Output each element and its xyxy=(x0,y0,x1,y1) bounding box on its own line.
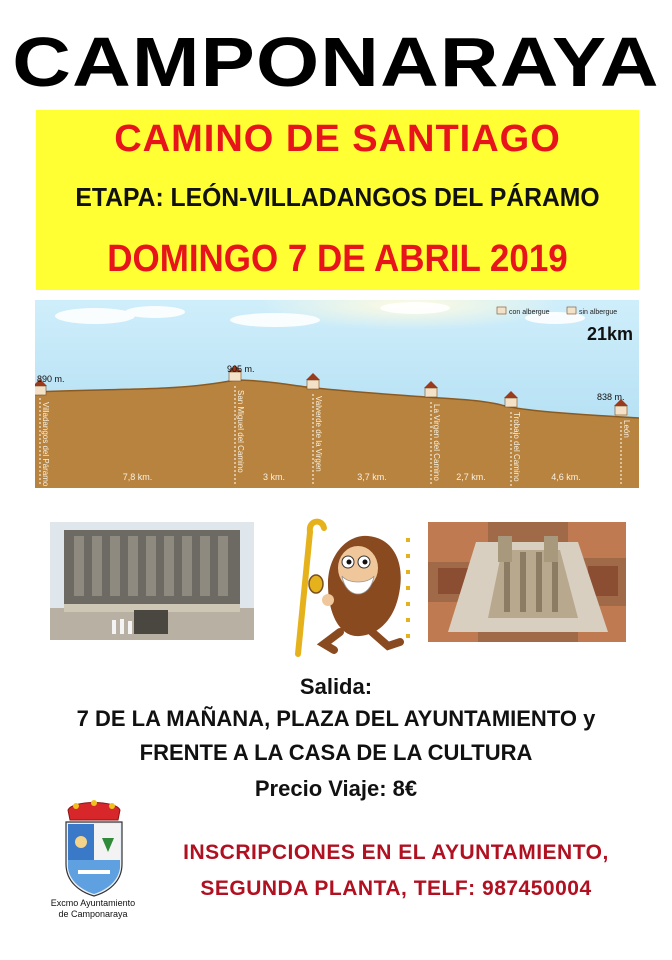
distance-label: 7,8 km. xyxy=(122,472,153,482)
crest-caption xyxy=(38,898,148,920)
event-banner xyxy=(36,110,639,290)
altitude-peak: 905 m. xyxy=(227,364,255,374)
cathedral-aerial-photo xyxy=(428,522,626,642)
main-title: CAMPONARAYA xyxy=(12,23,660,101)
departure-time-place: 7 DE LA MAÑANA, PLAZA DEL AYUNTAMIENTO y xyxy=(76,706,596,731)
banner-camino: CAMINO DE SANTIAGO xyxy=(114,118,561,160)
altitude-end: 838 m. xyxy=(597,392,625,402)
pilgrim-mascot xyxy=(288,514,414,660)
town-label: San Miguel del Camino xyxy=(236,390,245,473)
departure-place-2: FRENTE A LA CASA DE LA CULTURA xyxy=(139,740,533,765)
distance-label: 2,7 km. xyxy=(456,472,486,482)
town-label: Trobajo del Camino xyxy=(512,412,521,482)
total-distance: 21km xyxy=(586,324,633,344)
departure-label: Salida: xyxy=(299,674,373,699)
elevation-profile xyxy=(35,300,639,488)
distance-label: 3 km. xyxy=(262,472,286,482)
legend-sin-albergue: sin albergue xyxy=(579,309,618,316)
banner-date: DOMINGO 7 DE ABRIL 2019 xyxy=(107,238,568,280)
registration-line2: SEGUNDA PLANTA, TELF: 987450004 xyxy=(200,877,592,900)
church-facade-photo xyxy=(50,522,254,640)
town-label: León xyxy=(622,420,631,438)
banner-etapa: ETAPA: LEÓN-VILLADANGOS DEL PÁRAMO xyxy=(75,182,600,212)
crest-caption-line1: Excmo Ayuntamiento xyxy=(50,898,136,908)
distance-label: 4,6 km. xyxy=(551,472,581,482)
altitude-start: 890 m. xyxy=(37,374,65,384)
trip-price: Precio Viaje: 8€ xyxy=(254,776,418,801)
registration-line1: INSCRIPCIONES EN EL AYUNTAMIENTO, xyxy=(183,841,609,864)
town-label: La Virgen del Camino xyxy=(432,404,441,481)
town-label: Villadangos del Páramo xyxy=(41,402,50,487)
distance-label: 3,7 km. xyxy=(357,472,387,482)
legend-con-albergue: con albergue xyxy=(509,309,550,316)
crest-caption-line2: de Camponaraya xyxy=(58,909,128,919)
town-label: Valverde de la Virgen xyxy=(314,396,323,472)
